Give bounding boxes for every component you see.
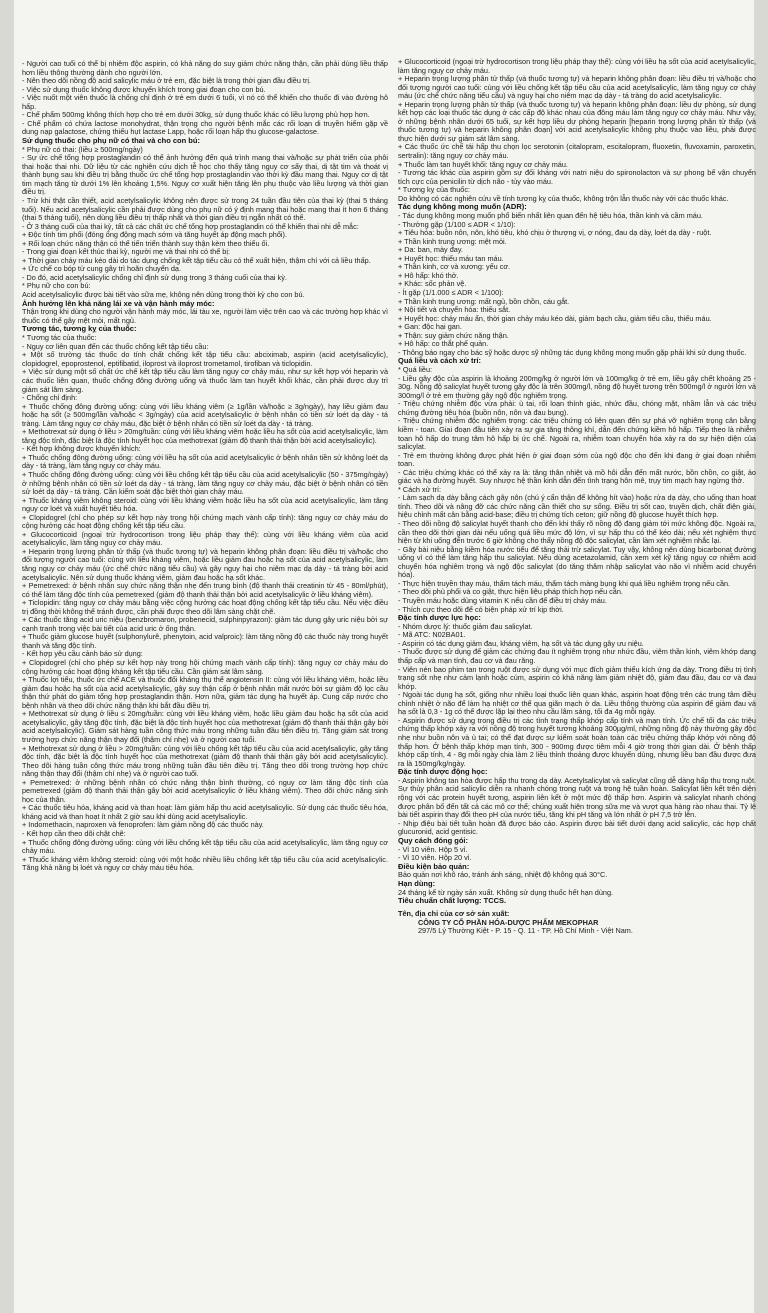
manufacturer-label: Tên, địa chỉ của cơ sở sản xuất:: [398, 909, 510, 919]
left-paragraph: + Methotrexat sử dụng ở liều > 20mg/tuần: cùng với liều chống kết tập tiểu cầu của acid acetylsalicylic, gây tăng độc tính, đặc biệt là độc tính huyết học của methotrexat (giảm độ thanh thải thận gây bởi acid acetylsalicylic). Theo dõi hàng tuần công thức máu trong những tuần đầu tiên điều trị. Tăng theo dõi trong trường hợp chức năng thận thay đổi (thậm chí nhẹ) và ở người cao tuổi.: [22, 743, 388, 779]
left-paragraph: * Phụ nữ có thai: (liều ≥ 500mg/ngày): [22, 144, 143, 154]
left-section-heading: Sử dụng thuốc cho phụ nữ có thai và cho con bú:: [22, 135, 200, 145]
right-paragraph: + Heparin trọng lượng phân tử thấp (và thuốc tương tự) và heparin không phân đoạn: liều dự phòng, sử dụng kết hợp các loại thuốc tác dụng ở các cấp độ khác nhau của đông máu làm tăng nguy cơ chảy máu. Như vậy, ở những bệnh nhân dưới 65 tuổi, sự kết hợp liều dự phòng heparin [heparin trọng lượng phân tử thấp (và thuốc tương tự) và heparin không phân đoạn] với acid acetylsalicylic không phụ thuộc vào liều, phải được thực hiện dưới sự giám sát lâm sàng.: [398, 99, 756, 143]
right-paragraph: + Thận: suy giảm chức năng thận.: [398, 330, 509, 340]
right-paragraph: - Tương tác khác của aspirin gồm sự đối kháng với natri niệu do spironolacton và sự phong bế vận chuyển tích cực của penicilin từ dịch não - tủy vào máu.: [398, 168, 756, 186]
left-paragraph: + Glucocorticoid (ngoại trừ hydrocortison trong liệu pháp thay thế): cùng với liều kháng viêm của acid acetylsalicylic, làm tăng nguy cơ chảy máu.: [22, 529, 388, 548]
left-paragraph: + Methotrexat sử dụng ở liều > 20mg/tuần: cùng với liều kháng viêm hoặc liều hạ sốt của acid acetylsalicylic, làm tăng độc tính, đặc biệt là độc tính huyết học của methotrexat (giảm độ thanh thải thận bởi acid acetylsalicylic).: [22, 427, 388, 445]
manufacturer-footer: [398, 910, 756, 936]
left-paragraph: - Chế phẩm 500mg không thích hợp cho trẻ em dưới 30kg, sử dụng thuốc khác có liều lượng phù hợp hơn.: [22, 110, 370, 120]
left-paragraph: + Các thuốc tăng acid uric niệu (benzbromaron, probenecid, sulphinpyrazon): giảm tác dụng gây uric niệu bởi sự cạnh tranh trong việc bài tiết của acid uric ở ống thận.: [22, 615, 388, 633]
left-paragraph: + Thuốc kháng viêm không steroid: cùng với liều kháng viêm hoặc liều hạ sốt của acid acetylsalicylic, làm tăng nguy cơ loét và xuất huyết tiêu hóa.: [22, 495, 388, 514]
manufacturer-address: 297/5 Lý Thường Kiệt - P. 15 - Q. 11 - TP. Hồ Chí Minh - Việt Nam.: [418, 926, 633, 936]
left-paragraph: + Clopidogrel (chỉ cho phép sự kết hợp này trong hội chứng mạch vành cấp tính): tăng nguy cơ chảy máu do cộng hưởng các hoạt động kháng kết tập tiểu cầu. Cần giám sát lâm sàng.: [22, 658, 388, 676]
right-paragraph: - Truyền máu hoặc dùng vitamin K nếu cần để điều trị chảy máu.: [398, 595, 607, 605]
left-text-column: [22, 60, 388, 1290]
left-paragraph: + Indomethacin, naproxen và fenoprofen: làm giảm nồng độ các thuốc này.: [22, 820, 264, 830]
right-paragraph: - Nhịp điệu bài tiết tuần hoàn đã được báo cáo. Aspirin được bài tiết dưới dạng acid salicylic, các hợp chất glucuronid, acid gentisic.: [398, 818, 756, 837]
right-paragraph: * Cách xử trí:: [398, 484, 442, 494]
left-paragraph: + Pemetrexed: ở bệnh nhân suy chức năng thận nhẹ đến trung bình (độ thanh thải creatinin từ 45 - 80ml/phút), có thể làm tăng độc tính của pemetrexed (giảm độ thanh thải thận bởi acid acetylsalicylic ở liều kháng viêm).: [22, 581, 388, 599]
left-paragraph: - Do đó, acid acetylsalicylic chống chỉ định sử dụng trong 3 tháng cuối của thai kỳ.: [22, 272, 287, 282]
left-paragraph: - Trong giai đoạn kết thúc thai kỳ, người mẹ và thai nhi có thể bị:: [22, 247, 231, 257]
right-paragraph: - Thích cực theo dõi để có biện pháp xử trí kịp thời.: [398, 604, 564, 614]
left-paragraph: + Thuốc chống đông đường uống: cùng với liều kháng viêm (≥ 1g/lần và/hoặc ≥ 3g/ngày), hay liều giảm đau hoặc hạ sốt (≥ 500mg/lần và/hoặc < 3g/ngày) của acid acetylsalicylic ở bệnh nhân có tiền sử loét dạ dày - tá tràng. Làm tăng nguy cơ chảy máu, đặc biệt ở bệnh nhân có tiền sử loét dạ dày - tá tràng.: [22, 401, 388, 428]
right-paragraph: - Theo dõi phù phổi và co giật, thực hiện liệu pháp thích hợp nếu cần.: [398, 587, 623, 597]
right-paragraph: 24 tháng kể từ ngày sản xuất. Không sử dụng thuốc hết hạn dùng.: [398, 887, 614, 897]
right-paragraph: + Các thuốc ức chế tái hấp thu chọn lọc serotonin (citalopram, escitalopram, fluoxetin, fluvoxamin, paroxetin, sertralin): tăng nguy cơ chảy máu.: [398, 142, 756, 161]
left-paragraph: + Thuốc lợi tiểu, thuốc ức chế ACE và thuốc đối kháng thụ thể angiotensin II: cùng với liều kháng viêm, hoặc liều giảm đau hoặc hạ sốt của acid acetylsalicylic, gây suy thận cấp ở bệnh nhân mất nước bởi sự giảm độ lọc cầu thận thứ phát do giảm tổng hợp prostaglandin thận. Hơn nữa, giảm tác dụng hạ huyết áp. Cung cấp nước cho bệnh nhân và theo dõi chức năng thận khi bắt đầu điều trị.: [22, 675, 388, 710]
right-paragraph: * Quá liều:: [398, 365, 433, 375]
left-paragraph: - Kết hợp yêu cầu cảnh báo sử dụng:: [22, 649, 143, 659]
right-section-heading: Tiêu chuẩn chất lượng: TCCS.: [398, 896, 507, 906]
left-paragraph: - Người cao tuổi có thể bị nhiễm độc aspirin, có khả năng do suy giảm chức năng thận, cần phải dùng liều thấp hơn liều thông thường dành cho người lớn.: [22, 60, 388, 77]
left-paragraph: + Các thuốc tiêu hóa, kháng acid và than hoạt: làm giảm hấp thu acid acetylsalicylic. Sử dụng các thuốc tiêu hóa, kháng acid và than hoạt ít nhất 2 giờ sau khi dùng acid acetylsalicylic.: [22, 803, 388, 821]
right-paragraph: - Ít gặp (1/1.000 ≤ ADR < 1/100):: [398, 288, 504, 298]
right-paragraph: + Thần kinh, cơ và xương: yếu cơ.: [398, 262, 511, 272]
left-paragraph: * Phụ nữ cho con bú:: [22, 281, 91, 291]
left-paragraph: - Nguy cơ liên quan đến các thuốc chống kết tập tiểu cầu:: [22, 341, 209, 351]
left-paragraph: + Việc sử dụng một số chất ức chế kết tập tiểu cầu làm tăng nguy cơ chảy máu, như sự kết hợp với heparin và các thuốc liên quan, thuốc chống đông đường uống và thuốc làm tan huyết khối khác, cần phải được duy trì giám sát lâm sàng.: [22, 367, 388, 394]
right-paragraph: - Liều gây độc của aspirin là khoảng 200mg/kg ở người lớn và 100mg/kg ở trẻ em, liều gây chết khoảng 25 - 30g. Nồng độ salicylat huyết tương gây độc là trên 300mg/l, nồng độ huyết tương trên 500mg/l ở người lớn và 300mg/l ở trẻ em thường gây ngộ độc nghiêm trọng.: [398, 373, 756, 400]
left-paragraph: - Trừ khi thật cần thiết, acid acetylsalicylic không nên được sử trong 24 tuần đầu tiên của thai kỳ (thai 5 tháng tuổi). Nếu acid acetylsalicylic cần phải được dùng cho phụ nữ có ý định mang thai hoặc mang thai ít hơn 6 tháng (thai 5 tháng tuổi), nên dùng liều điều trị thấp nhất và thời gian điều trị ngắn nhất có thể.: [22, 196, 388, 223]
right-paragraph: + Da: ban, mày đay.: [398, 245, 463, 255]
right-paragraph: - Aspirin không tan hòa được hấp thu trong dạ dày. Acetylsalicylat và salicylat cũng dễ dàng hấp thu trong ruột. Sự thủy phân acid salicylic diễn ra nhanh chóng trong ruột và trong hệ tuần hoàn. Salicylat liên kết trên diện rộng với các protein huyết tương, aspirin liên kết ở một mức độ thấp hơn. Aspirin và salicylat nhanh chóng được phân bố đến tất cả các mô cơ thể; chúng xuất hiện trong sữa mẹ và vượt qua hàng rào nhau thai. Tỷ lệ bài tiết aspirin thay đổi theo pH của nước tiểu, tăng khi pH tăng và lớn nhất ở pH 7,5 trở lên.: [398, 775, 756, 820]
right-section-heading: Điều kiện bảo quản:: [398, 861, 470, 871]
right-paragraph: - Triệu chứng nhiễm độc nghiêm trọng: các triệu chứng có liên quan đến sự phá vỡ nghiêm trọng cân bằng kiềm - toan. Giai đoạn đầu tiên xảy ra sự gia tăng thông khí, dẫn đến chứng kiềm hô hấp. Tiếp theo là nhiễm toan hô hấp do trung tâm hô hấp bị ức chế. Ngoài ra, nhiễm toan chuyển hóa xảy ra do sự hiện diện của salicylat.: [398, 416, 756, 452]
right-paragraph: + Huyết học: thiếu máu tan máu.: [398, 253, 504, 263]
left-paragraph: Thận trọng khi dùng cho người vận hành máy móc, lái tàu xe, người làm việc trên cao và các trường hợp khác vì thuốc có thể gây mệt mỏi, mất ngủ.: [22, 307, 388, 325]
right-paragraph: - Aspirin có tác dụng giảm đau, kháng viêm, hạ sốt và tác dụng gây ưu niệu.: [398, 638, 644, 648]
right-paragraph: + Tiêu hóa: buồn nôn, nôn, khó tiêu, khó chịu ở thượng vị, ợ nóng, đau dạ dày, loét dạ dày - ruột.: [398, 228, 712, 238]
right-section-heading: Hạn dùng:: [398, 879, 436, 888]
left-paragraph: + Thuốc kháng viêm không steroid: cùng với một hoặc nhiều liều chống kết tập tiểu cầu của acid acetylsalicylic. Tăng khả năng bị loét và nguy cơ chảy máu tiêu hóa.: [22, 854, 388, 873]
left-section-heading: Tương tác, tương kỵ của thuốc:: [22, 324, 137, 334]
right-paragraph: + Khác: sốc phản vệ.: [398, 279, 467, 289]
right-section-heading: Đặc tính dược động học:: [398, 767, 488, 777]
left-paragraph: + Thuốc chống đông đường uống: cùng với liều chống kết tập tiểu cầu của acid acetylsalicylic (50 - 375mg/ngày) ở những bệnh nhân có tiền sử loét dạ dày - tá tràng, làm tăng nguy cơ chảy máu, đặc biệt ở bệnh nhân có tiền sử loét dạ dày - tá tràng. Cần kiểm soát đặc biệt thời gian chảy máu.: [22, 470, 388, 497]
left-paragraph: - Việc nuốt một viên thuốc là chống chỉ định ở trẻ em dưới 6 tuổi, vì nó có thể khiến cho thuốc đi vào đường hô hấp.: [22, 93, 388, 111]
left-paragraph: - Chống chỉ định:: [22, 393, 78, 403]
right-paragraph: + Hô hấp: co thắt phế quản.: [398, 339, 489, 349]
right-paragraph: - Triệu chứng nhiễm độc vừa phải: ù tai, rối loạn thính giác, nhức đầu, chóng mặt, nhầm lẫn và các triệu chứng đường tiêu hóa (buồn nôn, nôn và đau bụng).: [398, 399, 756, 417]
right-paragraph: - Gây bài niệu bằng kiềm hóa nước tiểu để tăng thải trừ salicylat. Tuy vậy, không nên dùng bicarbonat đường uống vì có thể làm tăng hấp thu salicylat. Nếu dùng acetazolamid, cần xem xét kỹ tăng nguy cơ nhiễm acid chuyển hóa nghiêm trọng và ngộ độc salicylat (do tăng thâm nhập salicylat vào não vì nhiễm acid chuyển hóa).: [398, 544, 756, 580]
right-paragraph: - Theo dõi nồng độ salicylat huyết thanh cho đến khi thấy rõ nồng độ đang giảm tới mức không độc. Ngoài ra, cần theo dõi thời gian dài nếu uống quá liều mức độ lớn, vì sự hấp thu có thể kéo dài; nếu xét nghiệm thực hiện từ khi uống đến trước 6 giờ không cho thấy nồng độ độc salicylat, cần làm xét nghiệm nhắc lại.: [398, 519, 756, 546]
right-paragraph: - Trẻ em thường không được phát hiện ở giai đoạn sớm của ngộ độc cho đến khi đang ở giai đoạn nhiễm toan.: [398, 450, 756, 469]
right-paragraph: + Glucocorticoid (ngoại trừ hydrocortison trong liệu pháp thay thế): cùng với liều hạ sốt của acid acetylsalicylic, làm tăng nguy cơ chảy máu.: [398, 58, 756, 75]
right-paragraph: - Nhóm dược lý: thuốc giảm đau salicylat.: [398, 621, 533, 631]
right-section-heading: Quá liều và cách xử trí:: [398, 356, 481, 366]
left-paragraph: + Thời gian chảy máu kéo dài do tác dụng chống kết tập tiểu cầu có thể xuất hiện, thậm chí với cả liều thấp.: [22, 255, 371, 265]
left-paragraph: + Độc tính tim phổi (đóng ống động mạch sớm và tăng huyết áp động mạch phổi).: [22, 230, 287, 240]
left-paragraph: - Kết hợp không được khuyến khích:: [22, 444, 141, 454]
left-paragraph: + Clopidogrel (chỉ cho phép sự kết hợp này trong hội chứng mạch vành cấp tính): tăng nguy cơ chảy máu do cộng hưởng các hoạt động chống kết tập tiểu cầu.: [22, 512, 388, 531]
right-paragraph: + Hô hấp: khó thở.: [398, 270, 459, 280]
right-paragraph: + Gan: độc hại gan.: [398, 322, 462, 332]
left-paragraph: + Heparin trọng lượng phân tử thấp (và thuốc tương tự) và heparin không phân đoạn: liều điều trị và/hoặc cho đối tượng người cao tuổi: cùng với liều kháng viêm, hoặc liều giảm đau hoặc hạ sốt của acid acetylsalicylic, làm tăng nguy cơ chảy máu (ức chế chức năng tiểu cầu) và gây nguy hại cho niêm mạc dạ dày - tá tràng bởi acid acetylsalicylic. Nên sử dụng thuốc kháng viêm, giảm đau hoặc hạ sốt khác.: [22, 546, 388, 582]
left-paragraph: - Nên theo dõi nồng độ acid salicylic máu ở trẻ em, đặc biệt là trong thời gian đầu điều trị.: [22, 76, 312, 86]
right-paragraph: + Thần kinh trung ương: mệt mỏi.: [398, 236, 507, 246]
right-paragraph: - Viên nén bao phim tan trong ruột được sử dụng với mục đích giảm thiểu kích ứng dạ dày. Trong điều trị tình trạng sốt nhẹ như cảm lạnh hoặc cúm, aspirin có khả năng làm giảm nhiệt độ, giảm đau đầu, đau cơ và đau khớp.: [398, 664, 756, 691]
right-paragraph: - Thông báo ngay cho bác sỹ hoặc dược sỹ những tác dụng không mong muốn gặp phải khi sử dụng thuốc.: [398, 347, 747, 357]
right-text-column: [398, 58, 756, 1290]
left-paragraph: + Một số trường tác thuốc do tính chất chống kết tập tiểu cầu: abciximab, aspirin (acid acetylsalicylic), clopidogrel, epoprostenol, eptifibatid, iloprost và iloprost trometamol, tirofiban và ticlopidin.: [22, 350, 388, 368]
left-paragraph: - Sự ức chế tổng hợp prostaglandin có thể ảnh hưởng đến quá trình mang thai và/hoặc sự phát triển của phôi thai hoặc thai nhi. Dữ liệu từ các nghiên cứu dịch tễ học cho thấy tăng nguy cơ sẩy thai, dị tật tim và thoát vị thành bụng sau khi điều trị bằng thuốc ức chế tổng hợp prostaglandin vào thời kỳ đầu mang thai. Nguy cơ dị tật tim mạch tăng từ dưới 1% lên khoảng 1,5%. Nguy cơ xuất hiện tăng lên phụ thuộc vào liều lượng và thời gian điều trị.: [22, 153, 388, 197]
right-paragraph: - Thuốc được sử dụng để giảm các chứng đau ít nghiêm trọng như nhức đầu, viêm thần kinh, viêm khớp dạng thấp cấp và mạn tính, đau cơ và đau răng.: [398, 647, 756, 666]
left-paragraph: - Kết hợp cần theo dõi chặt chẽ:: [22, 828, 126, 838]
left-paragraph: + Ticlopidin: tăng nguy cơ chảy máu bằng việc cộng hưởng các hoạt động chống kết tập tiểu cầu. Nếu việc điều trị đồng thời không thể tránh được, cần phải được theo dõi lâm sàng chặt chẽ.: [22, 598, 388, 616]
right-section-heading: Tác dụng không mong muốn (ADR):: [398, 202, 527, 212]
left-paragraph: + Thuốc chống đông đường uống: cùng với liều hạ sốt của acid acetylsalicylic ở bệnh nhân tiền sử không loét dạ dày - tá tràng, làm tăng nguy cơ chảy máu.: [22, 452, 388, 471]
right-paragraph: - Mã ATC: N02BA01.: [398, 630, 466, 640]
left-paragraph: + Methotrexat sử dụng ở liều ≤ 20mg/tuần: cùng với liều kháng viêm, hoặc liều giảm đau hoặc hạ sốt của acid acetylsalicylic, gây tăng độc tính, đặc biệt là độc tính huyết học của methotrexat (giảm độ thanh thải thận gây bởi acid acetylsalicylic). Giám sát hàng tuần công thức máu trong những tuần đầu tiên điều trị. Tăng giám sát trong trường hợp chức năng thận thay đổi (thậm chí nhẹ) và ở người cao tuổi.: [22, 709, 388, 744]
left-paragraph: - Việc sử dụng thuốc không được khuyến khích trong giai đoạn cho con bú.: [22, 84, 266, 94]
right-paragraph: - Tác dụng không mong muốn phổ biến nhất liên quan đến hệ tiêu hóa, thần kinh và cầm máu.: [398, 211, 703, 221]
right-paragraph: + Huyết học: chảy máu ẩn, thời gian chảy máu kéo dài, giảm bạch cầu, giảm tiểu cầu, thiếu máu.: [398, 313, 712, 323]
left-section-heading: Ảnh hưởng lên khả năng lái xe và vận hành máy móc:: [22, 298, 215, 308]
right-paragraph: Bảo quản nơi khô ráo, tránh ánh sáng, nhiệt độ không quá 30°C.: [398, 870, 608, 880]
left-paragraph: - Ở 3 tháng cuối của thai kỳ, tất cả các chất ức chế tổng hợp prostaglandin có thể khiến thai nhi dễ mắc:: [22, 221, 359, 231]
left-paragraph: + Pemetrexed: ở những bệnh nhân có chức năng thận bình thường, có nguy cơ làm tăng độc tính của pemetrexed (giảm độ thanh thải thận gây bởi acid acetylsalicylic ở liều kháng viêm). Theo dõi chức năng sinh học của thận.: [22, 777, 388, 804]
right-paragraph: - Vỉ 10 viên. Hộp 20 vỉ.: [398, 853, 472, 863]
left-paragraph: Acid acetylsalicylic được bài tiết vào sữa mẹ, không nên dùng trong thời kỳ cho con bú.: [22, 290, 305, 300]
right-paragraph: + Nội tiết và chuyển hóa: thiếu sắt.: [398, 305, 511, 315]
right-paragraph: - Thường gặp (1/100 ≤ ADR < 1/10):: [398, 219, 516, 229]
right-section-heading: Đặc tính dược lực học:: [398, 613, 481, 623]
right-paragraph: - Làm sạch dạ dày bằng cách gây nôn (chú ý cẩn thận để không hít vào) hoặc rửa dạ dày, cho uống than hoạt tính. Theo dõi và nâng đỡ các chức năng cần thiết cho sự sống. Điều trị sốt cao, truyền dịch, chất điện giải, hiệu chỉnh mất cân bằng acid-base; điều trị chứng tích ceton; giữ nồng độ glucose huyết thích hợp.: [398, 493, 756, 520]
right-paragraph: - Vỉ 10 viên. Hộp 5 vỉ.: [398, 844, 468, 854]
left-paragraph: - Chế phẩm có chứa lactose monohydrat, thận trọng cho người bệnh mắc các rối loạn di truyền hiếm gặp về dung nạp galactose, chứng thiếu hụt lactase Lapp, hoặc rối loạn hấp thu glucose-galactose.: [22, 118, 388, 137]
right-paragraph: + Thần kinh trung ương: mất ngủ, bồn chồn, cáu gắt.: [398, 296, 570, 306]
right-paragraph: Do không có các nghiên cứu về tính tương kỵ của thuốc, không trộn lẫn thuốc này với các thuốc khác.: [398, 193, 729, 203]
right-section-heading: Quy cách đóng gói:: [398, 835, 469, 845]
left-paragraph: + Thuốc chống đông đường uống: cùng với liều chống kết tập tiểu cầu của acid acetylsalicylic, làm tăng nguy cơ chảy máu.: [22, 837, 388, 856]
left-paragraph: + Rối loạn chức năng thận có thể tiến triển thành suy thận kèm theo thiểu ối.: [22, 238, 270, 248]
right-paragraph: - Thực hiện truyền thay máu, thẩm tách máu, thẩm tách màng bụng khi quá liều nghiêm trọng nếu cần.: [398, 578, 731, 588]
right-paragraph: + Thuốc làm tan huyết khối: tăng nguy cơ chảy máu.: [398, 159, 568, 169]
left-paragraph: + Ức chế co bóp tử cung gây trì hoãn chuyển dạ.: [22, 264, 181, 274]
right-paragraph: + Heparin trọng lượng phân tử thấp (và thuốc tương tự) và heparin không phân đoạn: liều điều trị và/hoặc cho đối tượng người cao tuổi: cùng với liều chống kết tập tiểu cầu của acid acetylsalicylic, làm tăng nguy cơ chảy máu (ức chế chức năng tiểu cầu) và nguy hại cho niêm mạc dạ dày - tá tràng do acid acetylsalicylic.: [398, 74, 756, 101]
left-paragraph: * Tương tác của thuốc:: [22, 333, 97, 343]
right-paragraph: * Tương kỵ của thuốc:: [398, 185, 470, 195]
right-paragraph: - Các triệu chứng khác có thể xảy ra là: tăng thân nhiệt và mồ hôi dẫn đến mất nước, bồn chồn, co giật, ảo giác và hạ đường huyết. Suy nhược hệ thần kinh dẫn đến tình trạng hôn mê, trụy tim mạch hay ngừng thở.: [398, 467, 756, 486]
right-paragraph: - Aspirin được sử dụng trong điều trị các tình trạng thấp khớp cấp tính và mạn tính. Ức chế tối đa các triệu chứng thấp khớp xảy ra với nồng độ trong huyết tương khoảng 300µg/ml, những nồng độ này thường gây độc nhẹ như buồn nôn và ù tai; có thể đạt được sự kiểm soát hoàn toàn các triệu chứng thấp khớp với nồng độ thấp hơn. Ở bệnh thấp khớp mạn tính, 300 - 900mg được tiêm mỗi 4 giờ trong thời gian dài. Ở bệnh thấp khớp cấp tính, 4 - 8g mỗi ngày chia làm 2 liều thỉnh thoảng được khuyến dùng, nhưng liều ban đầu được đưa ra là 150mg/kg/ngày.: [398, 715, 756, 768]
left-paragraph: + Thuốc giảm glucose huyết (sulphonylurê, phenytoin, acid valproic): làm tăng nồng độ các thuốc này trong huyết thanh và tăng độc tính.: [22, 632, 388, 650]
right-paragraph: - Ngoài tác dụng hạ sốt, giống như nhiều loại thuốc liên quan khác, aspirin hoạt động trên các trung tâm điều chỉnh nhiệt ở não để làm hạ nhiệt cơ thể qua giãn mạch ở da. Liều thông thường của aspirin để giảm đau và hạ sốt là 0,3 - 1g có thể được lặp lại theo nhu cầu lâm sàng, tối đa 4g mỗi ngày.: [398, 690, 756, 717]
manufacturer-name: CÔNG TY CỔ PHẦN HÓA-DƯỢC PHẨM MEKOPHAR: [418, 917, 599, 927]
